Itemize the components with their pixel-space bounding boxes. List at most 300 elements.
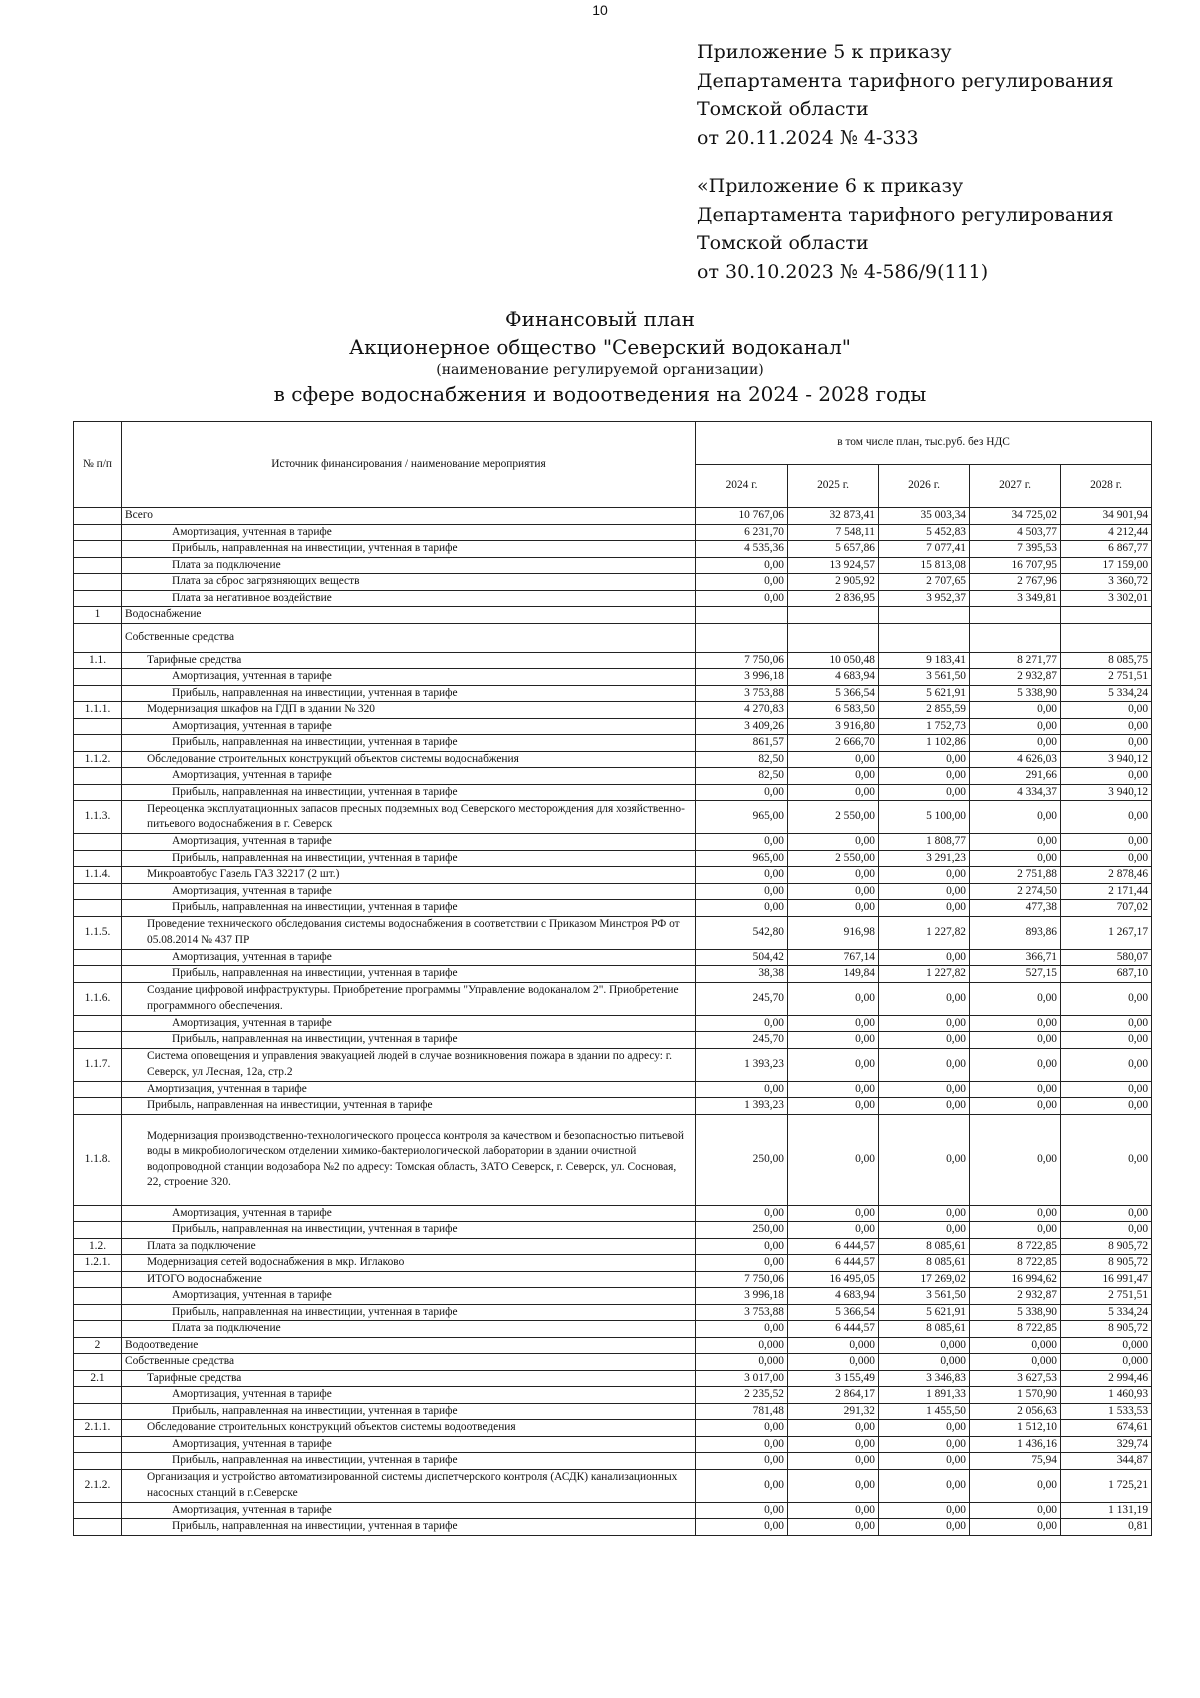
row-value: 10 050,48 xyxy=(788,652,879,669)
table-row xyxy=(74,834,1152,851)
approval-block-2 xyxy=(697,172,1167,286)
table-row xyxy=(74,590,1152,607)
row-name: Прибыль, направленная на инвестиции, учтенная в тарифе xyxy=(122,1453,696,1470)
row-value: 1 393,23 xyxy=(696,1098,788,1115)
row-code xyxy=(74,508,122,525)
row-value: 0,00 xyxy=(1061,801,1152,834)
row-value: 3 753,88 xyxy=(696,685,788,702)
row-value: 0,000 xyxy=(879,1354,970,1371)
row-value: 15 813,08 xyxy=(879,557,970,574)
row-name: Всего xyxy=(122,508,696,525)
row-value: 0,000 xyxy=(1061,1354,1152,1371)
table-row xyxy=(74,508,1152,525)
row-value: 0,00 xyxy=(970,801,1061,834)
row-value: 0,00 xyxy=(879,982,970,1015)
row-name: Водоснабжение xyxy=(122,607,696,624)
row-value: 2 666,70 xyxy=(788,735,879,752)
table-row xyxy=(74,1271,1152,1288)
row-value: 1 891,33 xyxy=(879,1387,970,1404)
approval-2-line: «Приложение 6 к приказу xyxy=(697,175,964,197)
row-value: 2 056,63 xyxy=(970,1403,1061,1420)
table-row xyxy=(74,1387,1152,1404)
row-value: 0,81 xyxy=(1061,1519,1152,1536)
row-code xyxy=(74,1032,122,1049)
row-value: 0,00 xyxy=(879,1420,970,1437)
row-value: 0,00 xyxy=(788,867,879,884)
row-value: 6 583,50 xyxy=(788,702,879,719)
row-value: 477,38 xyxy=(970,900,1061,917)
row-value: 7 548,11 xyxy=(788,524,879,541)
row-name: Амортизация, учтенная в тарифе xyxy=(122,669,696,686)
row-value: 0,00 xyxy=(970,1032,1061,1049)
table-row xyxy=(74,949,1152,966)
row-value: 5 621,91 xyxy=(879,1304,970,1321)
table-row xyxy=(74,1403,1152,1420)
row-name: Водоотведение xyxy=(122,1337,696,1354)
row-name: Плата за подключение xyxy=(122,557,696,574)
row-value: 0,00 xyxy=(879,883,970,900)
row-value: 4 626,03 xyxy=(970,751,1061,768)
row-value: 13 924,57 xyxy=(788,557,879,574)
row-value: 6 444,57 xyxy=(788,1238,879,1255)
row-name: Тарифные средства xyxy=(122,1370,696,1387)
row-value: 0,00 xyxy=(879,1519,970,1536)
row-value: 0,00 xyxy=(1061,768,1152,785)
table-row xyxy=(74,557,1152,574)
row-name: Собственные средства xyxy=(122,623,696,652)
row-value: 0,00 xyxy=(879,768,970,785)
row-value: 4 535,36 xyxy=(696,541,788,558)
row-code xyxy=(74,1519,122,1536)
row-code xyxy=(74,768,122,785)
row-code xyxy=(74,1015,122,1032)
row-name: Прибыль, направленная на инвестиции, учтенная в тарифе xyxy=(122,966,696,983)
row-value: 0,00 xyxy=(788,1436,879,1453)
row-value: 2 751,88 xyxy=(970,867,1061,884)
row-name: Прибыль, направленная на инвестиции, учтенная в тарифе xyxy=(122,1304,696,1321)
row-value: 674,61 xyxy=(1061,1420,1152,1437)
row-value: 16 991,47 xyxy=(1061,1271,1152,1288)
row-value: 0,00 xyxy=(970,702,1061,719)
row-value: 0,00 xyxy=(879,900,970,917)
row-value: 34 901,94 xyxy=(1061,508,1152,525)
row-value: 2 932,87 xyxy=(970,1288,1061,1305)
row-value: 4 334,37 xyxy=(970,784,1061,801)
row-code xyxy=(74,735,122,752)
row-value: 0,00 xyxy=(788,751,879,768)
row-value: 0,00 xyxy=(970,1469,1061,1502)
row-value: 1 267,17 xyxy=(1061,916,1152,949)
row-value: 0,00 xyxy=(696,1519,788,1536)
row-value: 6 231,70 xyxy=(696,524,788,541)
row-value: 75,94 xyxy=(970,1453,1061,1470)
row-value: 0,00 xyxy=(879,1098,970,1115)
row-value: 1 227,82 xyxy=(879,916,970,949)
row-value: 5 621,91 xyxy=(879,685,970,702)
row-value: 8 905,72 xyxy=(1061,1321,1152,1338)
row-name: Создание цифровой инфраструктуры. Приобретение программы "Управление водоканалом 2". Приобретение программного обеспечения. xyxy=(122,982,696,1015)
row-value: 245,70 xyxy=(696,1032,788,1049)
row-value: 2 751,51 xyxy=(1061,1288,1152,1305)
row-name: Модернизация шкафов на ГДП в здании № 320 xyxy=(122,702,696,719)
table-row xyxy=(74,1436,1152,1453)
row-value: 8 085,61 xyxy=(879,1255,970,1272)
approval-1-line: Томской области xyxy=(697,98,869,120)
row-code: 1.2. xyxy=(74,1238,122,1255)
row-value xyxy=(970,607,1061,624)
row-value: 0,00 xyxy=(696,1502,788,1519)
row-value: 0,00 xyxy=(696,1453,788,1470)
row-code: 1.1.4. xyxy=(74,867,122,884)
row-code xyxy=(74,900,122,917)
row-name: Тарифные средства xyxy=(122,652,696,669)
row-value: 0,00 xyxy=(970,1015,1061,1032)
row-value: 0,00 xyxy=(970,1048,1061,1081)
row-code xyxy=(74,966,122,983)
row-value: 1 227,82 xyxy=(879,966,970,983)
row-value: 0,00 xyxy=(879,784,970,801)
row-name: Система оповещения и управления эвакуацией людей в случае возникновения пожара в здании по адресу: г. Северск, ул Лесная, 12а, стр.2 xyxy=(122,1048,696,1081)
row-code xyxy=(74,784,122,801)
row-value: 0,00 xyxy=(970,850,1061,867)
row-code xyxy=(74,623,122,652)
row-value: 542,80 xyxy=(696,916,788,949)
document-title: Финансовый план xyxy=(505,307,695,331)
row-value xyxy=(879,607,970,624)
row-value: 2 171,44 xyxy=(1061,883,1152,900)
row-value: 0,00 xyxy=(970,834,1061,851)
row-value: 7 750,06 xyxy=(696,652,788,669)
table-row xyxy=(74,850,1152,867)
row-value: 3 996,18 xyxy=(696,1288,788,1305)
row-value xyxy=(1061,607,1152,624)
row-code xyxy=(74,1403,122,1420)
table-row xyxy=(74,1205,1152,1222)
row-value: 1 455,50 xyxy=(879,1403,970,1420)
row-code: 2.1.1. xyxy=(74,1420,122,1437)
row-code xyxy=(74,1502,122,1519)
row-value: 0,00 xyxy=(788,1453,879,1470)
row-value: 527,15 xyxy=(970,966,1061,983)
row-value: 0,00 xyxy=(696,1205,788,1222)
row-value: 0,000 xyxy=(1061,1337,1152,1354)
row-value: 1 436,16 xyxy=(970,1436,1061,1453)
row-value: 0,00 xyxy=(1061,735,1152,752)
row-value: 2 235,52 xyxy=(696,1387,788,1404)
table-row xyxy=(74,1015,1152,1032)
row-value: 0,00 xyxy=(1061,718,1152,735)
row-value: 149,84 xyxy=(788,966,879,983)
table-row xyxy=(74,623,1152,652)
row-value: 0,00 xyxy=(1061,982,1152,1015)
table-row xyxy=(74,1114,1152,1205)
row-code: 1 xyxy=(74,607,122,624)
row-value: 6 444,57 xyxy=(788,1255,879,1272)
header-year: 2028 г. xyxy=(1061,465,1152,508)
row-value: 16 994,62 xyxy=(970,1271,1061,1288)
row-value: 0,000 xyxy=(788,1354,879,1371)
table-row xyxy=(74,768,1152,785)
row-code xyxy=(74,574,122,591)
row-value: 0,00 xyxy=(696,1436,788,1453)
approval-2-line: Департамента тарифного регулирования xyxy=(697,203,1114,226)
row-value: 580,07 xyxy=(1061,949,1152,966)
row-name: Амортизация, учтенная в тарифе xyxy=(122,1288,696,1305)
row-value: 0,00 xyxy=(788,900,879,917)
row-code: 1.1.8. xyxy=(74,1114,122,1205)
row-code xyxy=(74,850,122,867)
row-code xyxy=(74,1354,122,1371)
row-value: 0,00 xyxy=(696,1321,788,1338)
table-row xyxy=(74,524,1152,541)
row-value: 0,00 xyxy=(1061,834,1152,851)
row-code: 1.1.2. xyxy=(74,751,122,768)
row-value: 0,00 xyxy=(970,1205,1061,1222)
row-name: Амортизация, учтенная в тарифе xyxy=(122,524,696,541)
row-code xyxy=(74,883,122,900)
row-value: 5 334,24 xyxy=(1061,685,1152,702)
row-value: 504,42 xyxy=(696,949,788,966)
row-value: 0,00 xyxy=(879,867,970,884)
row-value: 0,00 xyxy=(879,1081,970,1098)
row-value: 3 940,12 xyxy=(1061,751,1152,768)
row-value: 0,000 xyxy=(696,1337,788,1354)
header-year: 2024 г. xyxy=(696,465,788,508)
row-name: Переоценка эксплуатационных запасов пресных подземных вод Северского месторождения для хозяйственно-питьевого водоснабжения в г. Северск xyxy=(122,801,696,834)
row-code xyxy=(74,1081,122,1098)
row-code xyxy=(74,1453,122,1470)
row-value: 0,00 xyxy=(970,982,1061,1015)
row-code xyxy=(74,1288,122,1305)
row-value: 861,57 xyxy=(696,735,788,752)
table-row xyxy=(74,1321,1152,1338)
row-value: 2 905,92 xyxy=(788,574,879,591)
row-value: 0,000 xyxy=(696,1354,788,1371)
row-value: 1 725,21 xyxy=(1061,1469,1152,1502)
row-value: 0,00 xyxy=(696,900,788,917)
row-value: 8 085,61 xyxy=(879,1238,970,1255)
table-row xyxy=(74,1032,1152,1049)
row-value: 893,86 xyxy=(970,916,1061,949)
document-heading xyxy=(0,305,1200,409)
table-row xyxy=(74,1502,1152,1519)
header-year: 2027 г. xyxy=(970,465,1061,508)
row-value: 0,00 xyxy=(696,834,788,851)
row-value: 4 683,94 xyxy=(788,1288,879,1305)
row-name: Плата за подключение xyxy=(122,1238,696,1255)
row-value: 17 269,02 xyxy=(879,1271,970,1288)
table-row xyxy=(74,966,1152,983)
row-name: Плата за сброс загрязняющих веществ xyxy=(122,574,696,591)
approval-1-line: от 20.11.2024 № 4-333 xyxy=(697,126,919,149)
table-row xyxy=(74,1222,1152,1239)
row-value: 5 366,54 xyxy=(788,1304,879,1321)
row-value: 5 452,83 xyxy=(879,524,970,541)
row-value: 0,00 xyxy=(696,867,788,884)
row-value: 0,00 xyxy=(970,735,1061,752)
row-value: 0,00 xyxy=(788,1114,879,1205)
row-value: 34 725,02 xyxy=(970,508,1061,525)
row-value: 3 302,01 xyxy=(1061,590,1152,607)
row-value: 0,00 xyxy=(879,1222,970,1239)
row-name: Прибыль, направленная на инвестиции, учтенная в тарифе xyxy=(122,900,696,917)
row-code: 1.1.1. xyxy=(74,702,122,719)
row-value: 8 905,72 xyxy=(1061,1255,1152,1272)
row-value: 0,00 xyxy=(788,1519,879,1536)
row-value: 0,00 xyxy=(879,1453,970,1470)
row-value: 5 100,00 xyxy=(879,801,970,834)
row-value: 0,00 xyxy=(879,1205,970,1222)
row-value: 250,00 xyxy=(696,1222,788,1239)
table-row xyxy=(74,1081,1152,1098)
row-name: Собственные средства xyxy=(122,1354,696,1371)
table-row xyxy=(74,607,1152,624)
row-name: Амортизация, учтенная в тарифе xyxy=(122,1502,696,1519)
row-value: 2 878,46 xyxy=(1061,867,1152,884)
row-value: 2 994,46 xyxy=(1061,1370,1152,1387)
row-value: 0,00 xyxy=(879,751,970,768)
row-value: 0,00 xyxy=(879,1015,970,1032)
row-value: 8 085,61 xyxy=(879,1321,970,1338)
row-value: 0,00 xyxy=(879,1114,970,1205)
row-value: 1 131,19 xyxy=(1061,1502,1152,1519)
row-value: 0,00 xyxy=(788,1222,879,1239)
row-name: Амортизация, учтенная в тарифе xyxy=(122,883,696,900)
table-row xyxy=(74,1238,1152,1255)
table-row xyxy=(74,735,1152,752)
row-value: 2 836,95 xyxy=(788,590,879,607)
row-value: 3 349,81 xyxy=(970,590,1061,607)
row-code xyxy=(74,1387,122,1404)
approval-1-line: Приложение 5 к приказу xyxy=(697,41,952,63)
row-code xyxy=(74,1436,122,1453)
row-code xyxy=(74,557,122,574)
row-code: 1.1.7. xyxy=(74,1048,122,1081)
header-year: 2025 г. xyxy=(788,465,879,508)
table-row xyxy=(74,652,1152,669)
row-value: 82,50 xyxy=(696,751,788,768)
row-value: 17 159,00 xyxy=(1061,557,1152,574)
row-value: 0,00 xyxy=(788,784,879,801)
row-value: 0,00 xyxy=(1061,1048,1152,1081)
table-row xyxy=(74,1098,1152,1115)
row-value: 0,00 xyxy=(788,1502,879,1519)
row-value: 32 873,41 xyxy=(788,508,879,525)
table-row xyxy=(74,867,1152,884)
row-name: Прибыль, направленная на инвестиции, учтенная в тарифе xyxy=(122,784,696,801)
table-row xyxy=(74,718,1152,735)
row-code: 1.1.6. xyxy=(74,982,122,1015)
row-value: 0,00 xyxy=(696,1081,788,1098)
row-code: 1.1.3. xyxy=(74,801,122,834)
row-name: Амортизация, учтенная в тарифе xyxy=(122,949,696,966)
row-value: 0,00 xyxy=(1061,1222,1152,1239)
row-value: 0,00 xyxy=(696,590,788,607)
approval-block-1 xyxy=(697,38,1167,152)
row-value: 0,00 xyxy=(788,1032,879,1049)
table-row xyxy=(74,1420,1152,1437)
row-code: 1.2.1. xyxy=(74,1255,122,1272)
row-code xyxy=(74,1205,122,1222)
row-value: 0,00 xyxy=(696,1255,788,1272)
row-value: 0,00 xyxy=(879,1469,970,1502)
table-row xyxy=(74,1453,1152,1470)
table-row xyxy=(74,685,1152,702)
row-value: 4 212,44 xyxy=(1061,524,1152,541)
row-value: 7 395,53 xyxy=(970,541,1061,558)
table-row xyxy=(74,1370,1152,1387)
row-value: 9 183,41 xyxy=(879,652,970,669)
row-value: 0,00 xyxy=(696,1238,788,1255)
table-row xyxy=(74,1255,1152,1272)
row-name: Микроавтобус Газель ГАЗ 32217 (2 шт.) xyxy=(122,867,696,884)
row-code: 2 xyxy=(74,1337,122,1354)
row-value: 3 346,83 xyxy=(879,1370,970,1387)
row-name: Прибыль, направленная на инвестиции, учтенная в тарифе xyxy=(122,1032,696,1049)
row-value: 8 722,85 xyxy=(970,1255,1061,1272)
row-value: 3 753,88 xyxy=(696,1304,788,1321)
row-value: 2 767,96 xyxy=(970,574,1061,591)
table-row xyxy=(74,1337,1152,1354)
row-value: 0,00 xyxy=(788,1048,879,1081)
table-row xyxy=(74,1288,1152,1305)
row-value xyxy=(879,623,970,652)
row-value: 3 561,50 xyxy=(879,669,970,686)
row-value: 245,70 xyxy=(696,982,788,1015)
row-value: 6 444,57 xyxy=(788,1321,879,1338)
row-value xyxy=(970,623,1061,652)
row-code xyxy=(74,541,122,558)
row-value: 0,00 xyxy=(788,1205,879,1222)
row-value: 0,00 xyxy=(788,1098,879,1115)
row-value: 8 085,75 xyxy=(1061,652,1152,669)
row-value: 0,00 xyxy=(970,1114,1061,1205)
row-value: 0,00 xyxy=(970,1502,1061,1519)
table-row xyxy=(74,900,1152,917)
row-value: 2 864,17 xyxy=(788,1387,879,1404)
row-name: Плата за негативное воздействие xyxy=(122,590,696,607)
row-value: 35 003,34 xyxy=(879,508,970,525)
approval-1-line: Департамента тарифного регулирования xyxy=(697,69,1114,92)
row-value: 7 750,06 xyxy=(696,1271,788,1288)
row-name: Обследование строительных конструкций объектов системы водоотведения xyxy=(122,1420,696,1437)
table-row xyxy=(74,751,1152,768)
row-value: 1 808,77 xyxy=(879,834,970,851)
row-name: Прибыль, направленная на инвестиции, учтенная в тарифе xyxy=(122,541,696,558)
row-value: 0,00 xyxy=(879,1502,970,1519)
row-name: Амортизация, учтенная в тарифе xyxy=(122,768,696,785)
header-col-number: № п/п xyxy=(74,422,122,508)
row-value: 0,00 xyxy=(1061,1098,1152,1115)
page-number: 10 xyxy=(592,2,608,18)
table-row xyxy=(74,916,1152,949)
table-row xyxy=(74,1048,1152,1081)
row-name: Амортизация, учтенная в тарифе xyxy=(122,1436,696,1453)
row-value: 3 916,80 xyxy=(788,718,879,735)
row-value: 4 503,77 xyxy=(970,524,1061,541)
row-name: Модернизация сетей водоснабжения в мкр. Иглаково xyxy=(122,1255,696,1272)
row-code xyxy=(74,524,122,541)
approval-2-line: от 30.10.2023 № 4-586/9(111) xyxy=(697,260,989,283)
row-value: 0,00 xyxy=(696,883,788,900)
row-value: 0,00 xyxy=(696,574,788,591)
row-value: 8 722,85 xyxy=(970,1238,1061,1255)
row-value: 0,00 xyxy=(788,982,879,1015)
row-value xyxy=(1061,623,1152,652)
row-name: Прибыль, направленная на инвестиции, учтенная в тарифе xyxy=(122,1222,696,1239)
row-value: 0,00 xyxy=(879,1436,970,1453)
table-row xyxy=(74,784,1152,801)
